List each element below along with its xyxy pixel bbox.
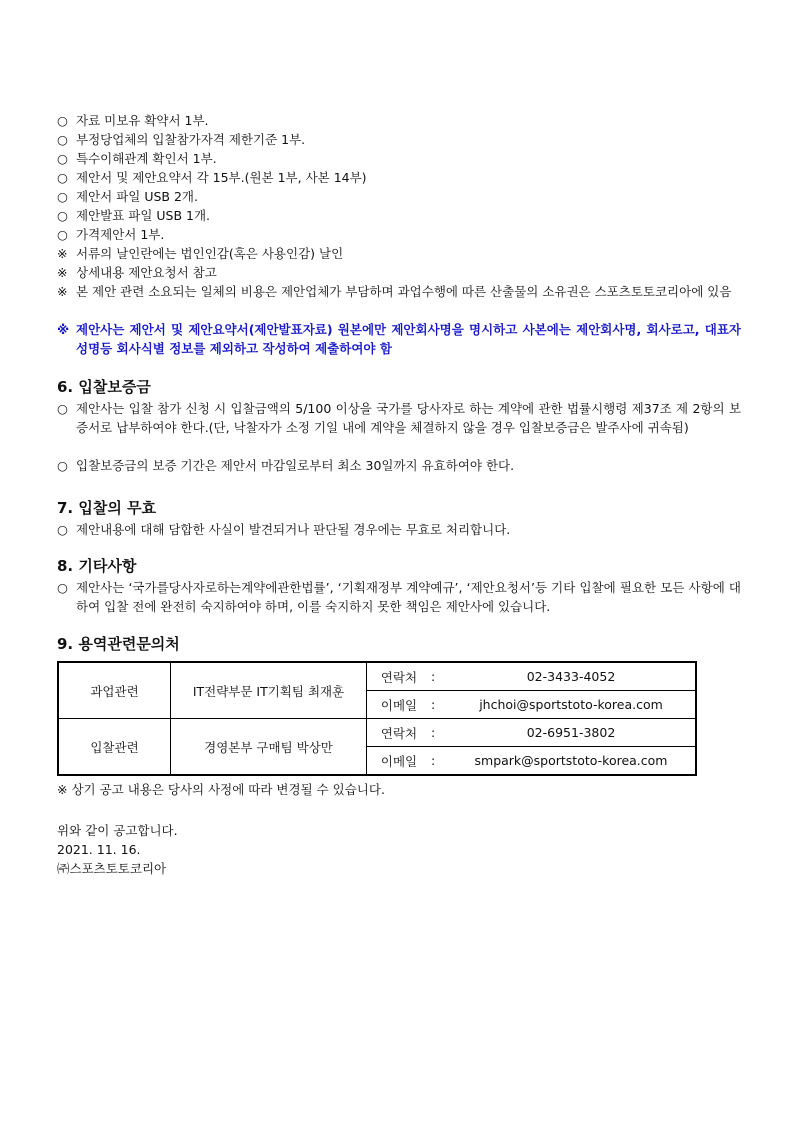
colon: : [431, 662, 447, 691]
colon: : [431, 719, 447, 747]
note-item: ※ 본 제안 관련 소요되는 일체의 비용은 제안업체가 부담하며 과업수행에 따른 산출물의 소유권은 스포츠토토코리아에 있음 [57, 282, 741, 301]
note-item: ※ 서류의 날인란에는 법인인감(혹은 사용인감) 날인 [57, 246, 344, 261]
table-row [58, 719, 696, 747]
phone-label: 연락처 [367, 719, 432, 747]
email-label: 이메일 [367, 691, 432, 719]
item-text: 자료 미보유 확약서 1부. [76, 113, 209, 128]
list-item: ○ 입찰보증금의 보증 기간은 제안서 마감일로부터 최소 30일까지 유효하여야 한다. [57, 458, 515, 473]
note-text: 서류의 날인란에는 법인인감(혹은 사용인감) 날인 [76, 246, 344, 261]
item-text: 제안발표 파일 USB 1개. [76, 208, 211, 223]
colon: : [431, 747, 447, 776]
emphasis-note-text: 제안사는 제안서 및 제안요약서(제안발표자료) 원본에만 제안회사명을 명시하고 사본에는 제안회사명, 회사로고, 대표자성명등 회사식별 정보를 제외하고 작성하여 제출하여야 함 [76, 322, 741, 356]
note-text: 상세내용 제안요청서 참고 [76, 265, 217, 280]
email-value: jhchoi@sportstoto-korea.com [447, 691, 696, 719]
contact-department: IT전략부문 IT기획팀 최재훈 [171, 662, 367, 719]
list-item: ○ 자료 미보유 확약서 1부. [57, 113, 209, 128]
list-item: ○ 제안내용에 대해 담합한 사실이 발견되거나 판단될 경우에는 무효로 처리합니다. [57, 522, 511, 537]
list-item: ○ 제안발표 파일 USB 1개. [57, 208, 211, 223]
list-item: ○ 가격제안서 1부. [57, 227, 165, 242]
item-text: 제안사는 입찰 참가 신청 시 입찰금액의 5/100 이상을 국가를 당사자로 하는 계약에 관한 법률시행령 제37조 제 2항의 보증서로 납부하여야 한다.(단, 낙찰자가 소정 기일 내에 계약을 체결하지 않을 경우 입찰보증금은 발주사에 귀속됨) [76, 401, 741, 435]
section-6-heading: 6. 입찰보증금 [57, 378, 151, 396]
contact-table [57, 661, 697, 776]
note-item: ※ 상세내용 제안요청서 참고 [57, 265, 217, 280]
note-text: 본 제안 관련 소요되는 일체의 비용은 제안업체가 부담하며 과업수행에 따른 산출물의 소유권은 스포츠토토코리아에 있음 [76, 284, 732, 299]
item-text: 제안서 및 제안요약서 각 15부.(원본 1부, 사본 14부) [76, 170, 367, 185]
list-item: ○ 특수이해관계 확인서 1부. [57, 151, 217, 166]
contact-category: 입찰관련 [58, 719, 171, 776]
footer-note: ※ 상기 공고 내용은 당사의 사정에 따라 변경될 수 있습니다. [57, 782, 385, 797]
company-name: ㈜스포츠토토코리아 [57, 861, 167, 876]
announcement-date: 2021. 11. 16. [57, 842, 141, 857]
list-item: ○ 제안사는 입찰 참가 신청 시 입찰금액의 5/100 이상을 국가를 당사자로 하는 계약에 관한 법률시행령 제37조 제 2항의 보증서로 납부하여야 한다.(단, 낙찰자가 소정 기일 내에 계약을 체결하지 않을 경우 입찰보증금은 발주사에 귀속됨) [57, 401, 741, 435]
list-item: ○ 제안사는 ‘국가를당사자로하는계약에관한법률’, ‘기획재정부 계약예규’, ‘제안요청서’등 기타 입찰에 필요한 모든 사항에 대하여 입찰 전에 완전히 숙지하여야 하며, 이를 숙지하지 못한 책임은 제안사에 있습니다. [57, 580, 741, 614]
email-value: smpark@sportstoto-korea.com [447, 747, 696, 776]
list-item: ○ 제안서 파일 USB 2개. [57, 189, 198, 204]
item-text: 제안내용에 대해 담합한 사실이 발견되거나 판단될 경우에는 무효로 처리합니다. [76, 522, 511, 537]
section-8-heading: 8. 기타사항 [57, 557, 137, 575]
email-label: 이메일 [367, 747, 432, 776]
contact-category: 과업관련 [58, 662, 171, 719]
item-text: 가격제안서 1부. [76, 227, 165, 242]
contact-department: 경영본부 구매팀 박상만 [171, 719, 367, 776]
item-text: 부정당업체의 입찰참가자격 제한기준 1부. [76, 132, 306, 147]
item-text: 제안사는 ‘국가를당사자로하는계약에관한법률’, ‘기획재정부 계약예규’, ‘제안요청서’등 기타 입찰에 필요한 모든 사항에 대하여 입찰 전에 완전히 숙지하여야 하며, 이를 숙지하지 못한 책임은 제안사에 있습니다. [76, 580, 741, 614]
section-7-heading: 7. 입찰의 무효 [57, 499, 157, 517]
colon: : [431, 691, 447, 719]
phone-value: 02-6951-3802 [447, 719, 696, 747]
section-9-heading: 9. 용역관련문의처 [57, 635, 180, 653]
emphasis-note: ※ 제안사는 제안서 및 제안요약서(제안발표자료) 원본에만 제안회사명을 명시하고 사본에는 제안회사명, 회사로고, 대표자성명등 회사식별 정보를 제외하고 작성하여 제출하여야 함 [57, 322, 741, 356]
item-text: 입찰보증금의 보증 기간은 제안서 마감일로부터 최소 30일까지 유효하여야 한다. [76, 458, 515, 473]
announcement-text: 위와 같이 공고합니다. [57, 823, 178, 838]
list-item: ○ 부정당업체의 입찰참가자격 제한기준 1부. [57, 132, 306, 147]
item-text: 제안서 파일 USB 2개. [76, 189, 198, 204]
item-text: 특수이해관계 확인서 1부. [76, 151, 217, 166]
list-item: ○ 제안서 및 제안요약서 각 15부.(원본 1부, 사본 14부) [57, 170, 367, 185]
phone-label: 연락처 [367, 662, 432, 691]
table-row [58, 662, 696, 691]
phone-value: 02-3433-4052 [447, 662, 696, 691]
